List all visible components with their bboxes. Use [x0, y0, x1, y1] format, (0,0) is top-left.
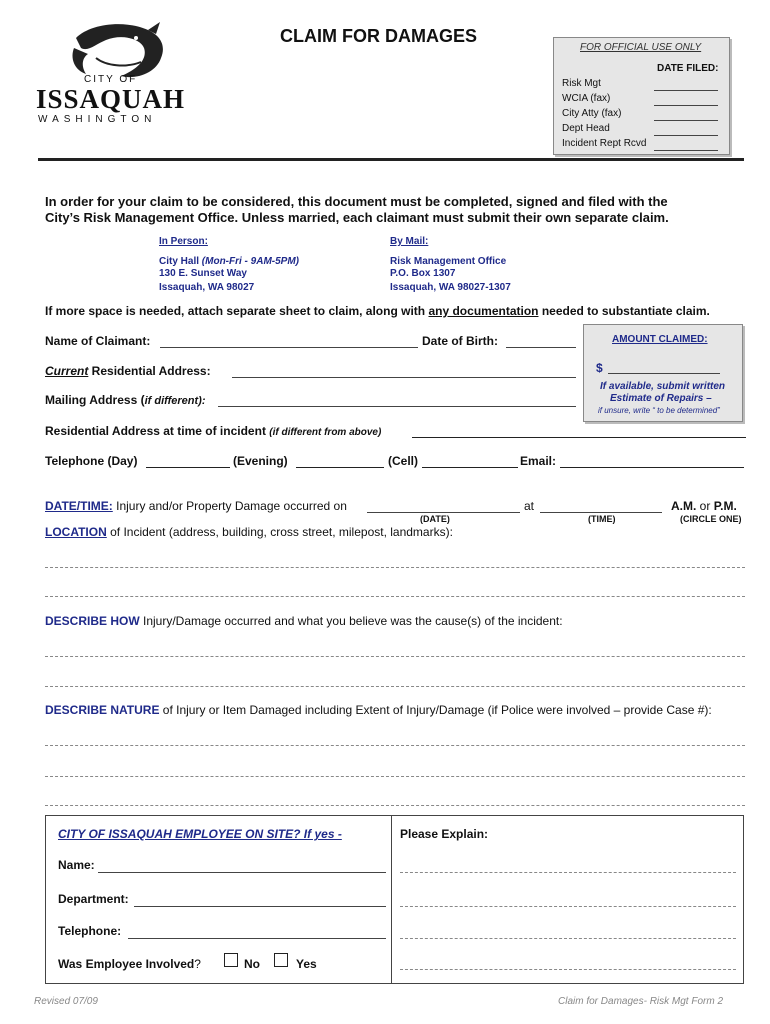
location-line[interactable] [45, 596, 745, 597]
official-field[interactable] [654, 90, 718, 91]
describe-nature-line[interactable] [45, 805, 745, 806]
amount-claimed-box [583, 324, 743, 422]
current-address-label: Current Residential Address: [45, 364, 211, 378]
by-mail-line-2: P.O. Box 1307 [390, 268, 456, 279]
official-row: WCIA (fax) [562, 93, 611, 104]
official-row: Dept Head [562, 123, 610, 134]
employee-department-field[interactable] [134, 906, 386, 907]
circle-caption: (CIRCLE ONE) [680, 514, 742, 524]
official-use-box [553, 37, 730, 155]
at-label: at [524, 499, 535, 513]
ampm-choice[interactable]: A.M. or P.M. [671, 499, 737, 513]
employee-name-label: Name: [58, 858, 95, 872]
describe-how-label: DESCRIBE HOW Injury/Damage occurred and what you believe was the cause(s) of the incident: [45, 614, 563, 628]
by-mail-line-3: Issaquah, WA 98027-1307 [390, 282, 511, 293]
describe-how-line[interactable] [45, 656, 745, 657]
amount-heading: AMOUNT CLAIMED: [612, 334, 708, 345]
footer-revised: Revised 07/09 [34, 996, 98, 1007]
amount-note-3: if unsure, write “ to be determined” [598, 406, 720, 415]
space-note: If more space is needed, attach separate sheet to claim, along with any documentation needed to substantiate claim. [45, 304, 710, 318]
date-filed-label: DATE FILED: [657, 63, 719, 74]
email-field[interactable] [560, 467, 744, 468]
official-field[interactable] [654, 105, 718, 106]
official-field[interactable] [654, 120, 718, 121]
official-field[interactable] [654, 135, 718, 136]
by-mail-line-1: Risk Management Office [390, 256, 507, 267]
mailing-address-field[interactable] [218, 406, 576, 407]
official-row: City Atty (fax) [562, 108, 622, 119]
describe-nature-line[interactable] [45, 745, 745, 746]
tel-day-field[interactable] [146, 467, 230, 468]
no-checkbox[interactable] [224, 953, 238, 967]
intro-line-2: City’s Risk Management Office. Unless married, each claimant must submit their own separate claim. [45, 210, 669, 225]
official-heading: FOR OFFICIAL USE ONLY [580, 42, 702, 53]
in-person-line-2: 130 E. Sunset Way [159, 268, 247, 279]
employee-box [45, 815, 744, 984]
employee-box-divider [391, 816, 392, 983]
dob-field[interactable] [506, 347, 576, 348]
describe-nature-label: DESCRIBE NATURE of Injury or Item Damaged including Extent of Injury/Damage (if Police were involved – provide Case #): [45, 703, 712, 717]
mailing-address-label: Mailing Address (if different): [45, 393, 206, 407]
res-incident-label: Residential Address at time of incident (if different from above) [45, 424, 382, 438]
in-person-heading: In Person: [159, 236, 208, 247]
location-label: LOCATION of Incident (address, building, cross street, milepost, landmarks): [45, 525, 453, 539]
tel-evening-field[interactable] [296, 467, 384, 468]
dob-label: Date of Birth: [422, 334, 498, 348]
employee-name-field[interactable] [98, 872, 386, 873]
claimant-name-field[interactable] [160, 347, 418, 348]
tel-evening-label: (Evening) [233, 454, 288, 468]
in-person-line-1: City Hall (Mon-Fri - 9AM-5PM) [159, 256, 300, 267]
current-address-field[interactable] [232, 377, 576, 378]
explain-line[interactable] [400, 872, 736, 873]
logo-name: ISSAQUAH [36, 84, 186, 114]
official-row: Incident Rept Rcvd [562, 138, 647, 149]
explain-line[interactable] [400, 969, 736, 970]
datetime-label: DATE/TIME: Injury and/or Property Damage occurred on [45, 499, 347, 513]
date-caption: (DATE) [420, 514, 450, 524]
employee-telephone-field[interactable] [128, 938, 386, 939]
time-caption: (TIME) [588, 514, 616, 524]
employee-heading: CITY OF ISSAQUAH EMPLOYEE ON SITE? If yes - [58, 827, 342, 841]
amount-note-2: Estimate of Repairs – [610, 393, 712, 404]
logo-state: WASHINGTON [38, 114, 157, 125]
amount-field[interactable] [608, 373, 720, 374]
yes-label: Yes [296, 957, 317, 971]
amount-note-1: If available, submit written [600, 381, 726, 392]
describe-how-line[interactable] [45, 686, 745, 687]
official-row: Risk Mgt [562, 78, 601, 89]
explain-line[interactable] [400, 906, 736, 907]
intro-line-1: In order for your claim to be considered, this document must be completed, signed and filed with the [45, 194, 668, 209]
employee-involved-label: Was Employee Involved? [58, 957, 201, 971]
res-incident-field[interactable] [412, 437, 746, 438]
location-line[interactable] [45, 567, 745, 568]
dollar-sign: $ [596, 361, 603, 375]
tel-cell-label: (Cell) [388, 454, 418, 468]
explain-line[interactable] [400, 938, 736, 939]
official-field[interactable] [654, 150, 718, 151]
page-title: CLAIM FOR DAMAGES [280, 26, 477, 46]
by-mail-heading: By Mail: [390, 236, 429, 247]
incident-date-field[interactable] [367, 512, 520, 513]
no-label: No [244, 957, 260, 971]
yes-checkbox[interactable] [274, 953, 288, 967]
logo-city-of: CITY OF [84, 74, 138, 85]
city-logo [36, 18, 186, 128]
employee-department-label: Department: [58, 892, 129, 906]
header-divider [38, 158, 744, 161]
claimant-name-label: Name of Claimant: [45, 334, 151, 348]
footer-form-id: Claim for Damages- Risk Mgt Form 2 [558, 996, 724, 1007]
in-person-line-3: Issaquah, WA 98027 [159, 282, 255, 293]
describe-nature-line[interactable] [45, 776, 745, 777]
explain-label: Please Explain: [400, 827, 489, 841]
tel-cell-field[interactable] [422, 467, 518, 468]
incident-time-field[interactable] [540, 512, 662, 513]
email-label: Email: [520, 454, 557, 468]
employee-telephone-label: Telephone: [58, 924, 122, 938]
tel-day-label: Telephone (Day) [45, 454, 138, 468]
